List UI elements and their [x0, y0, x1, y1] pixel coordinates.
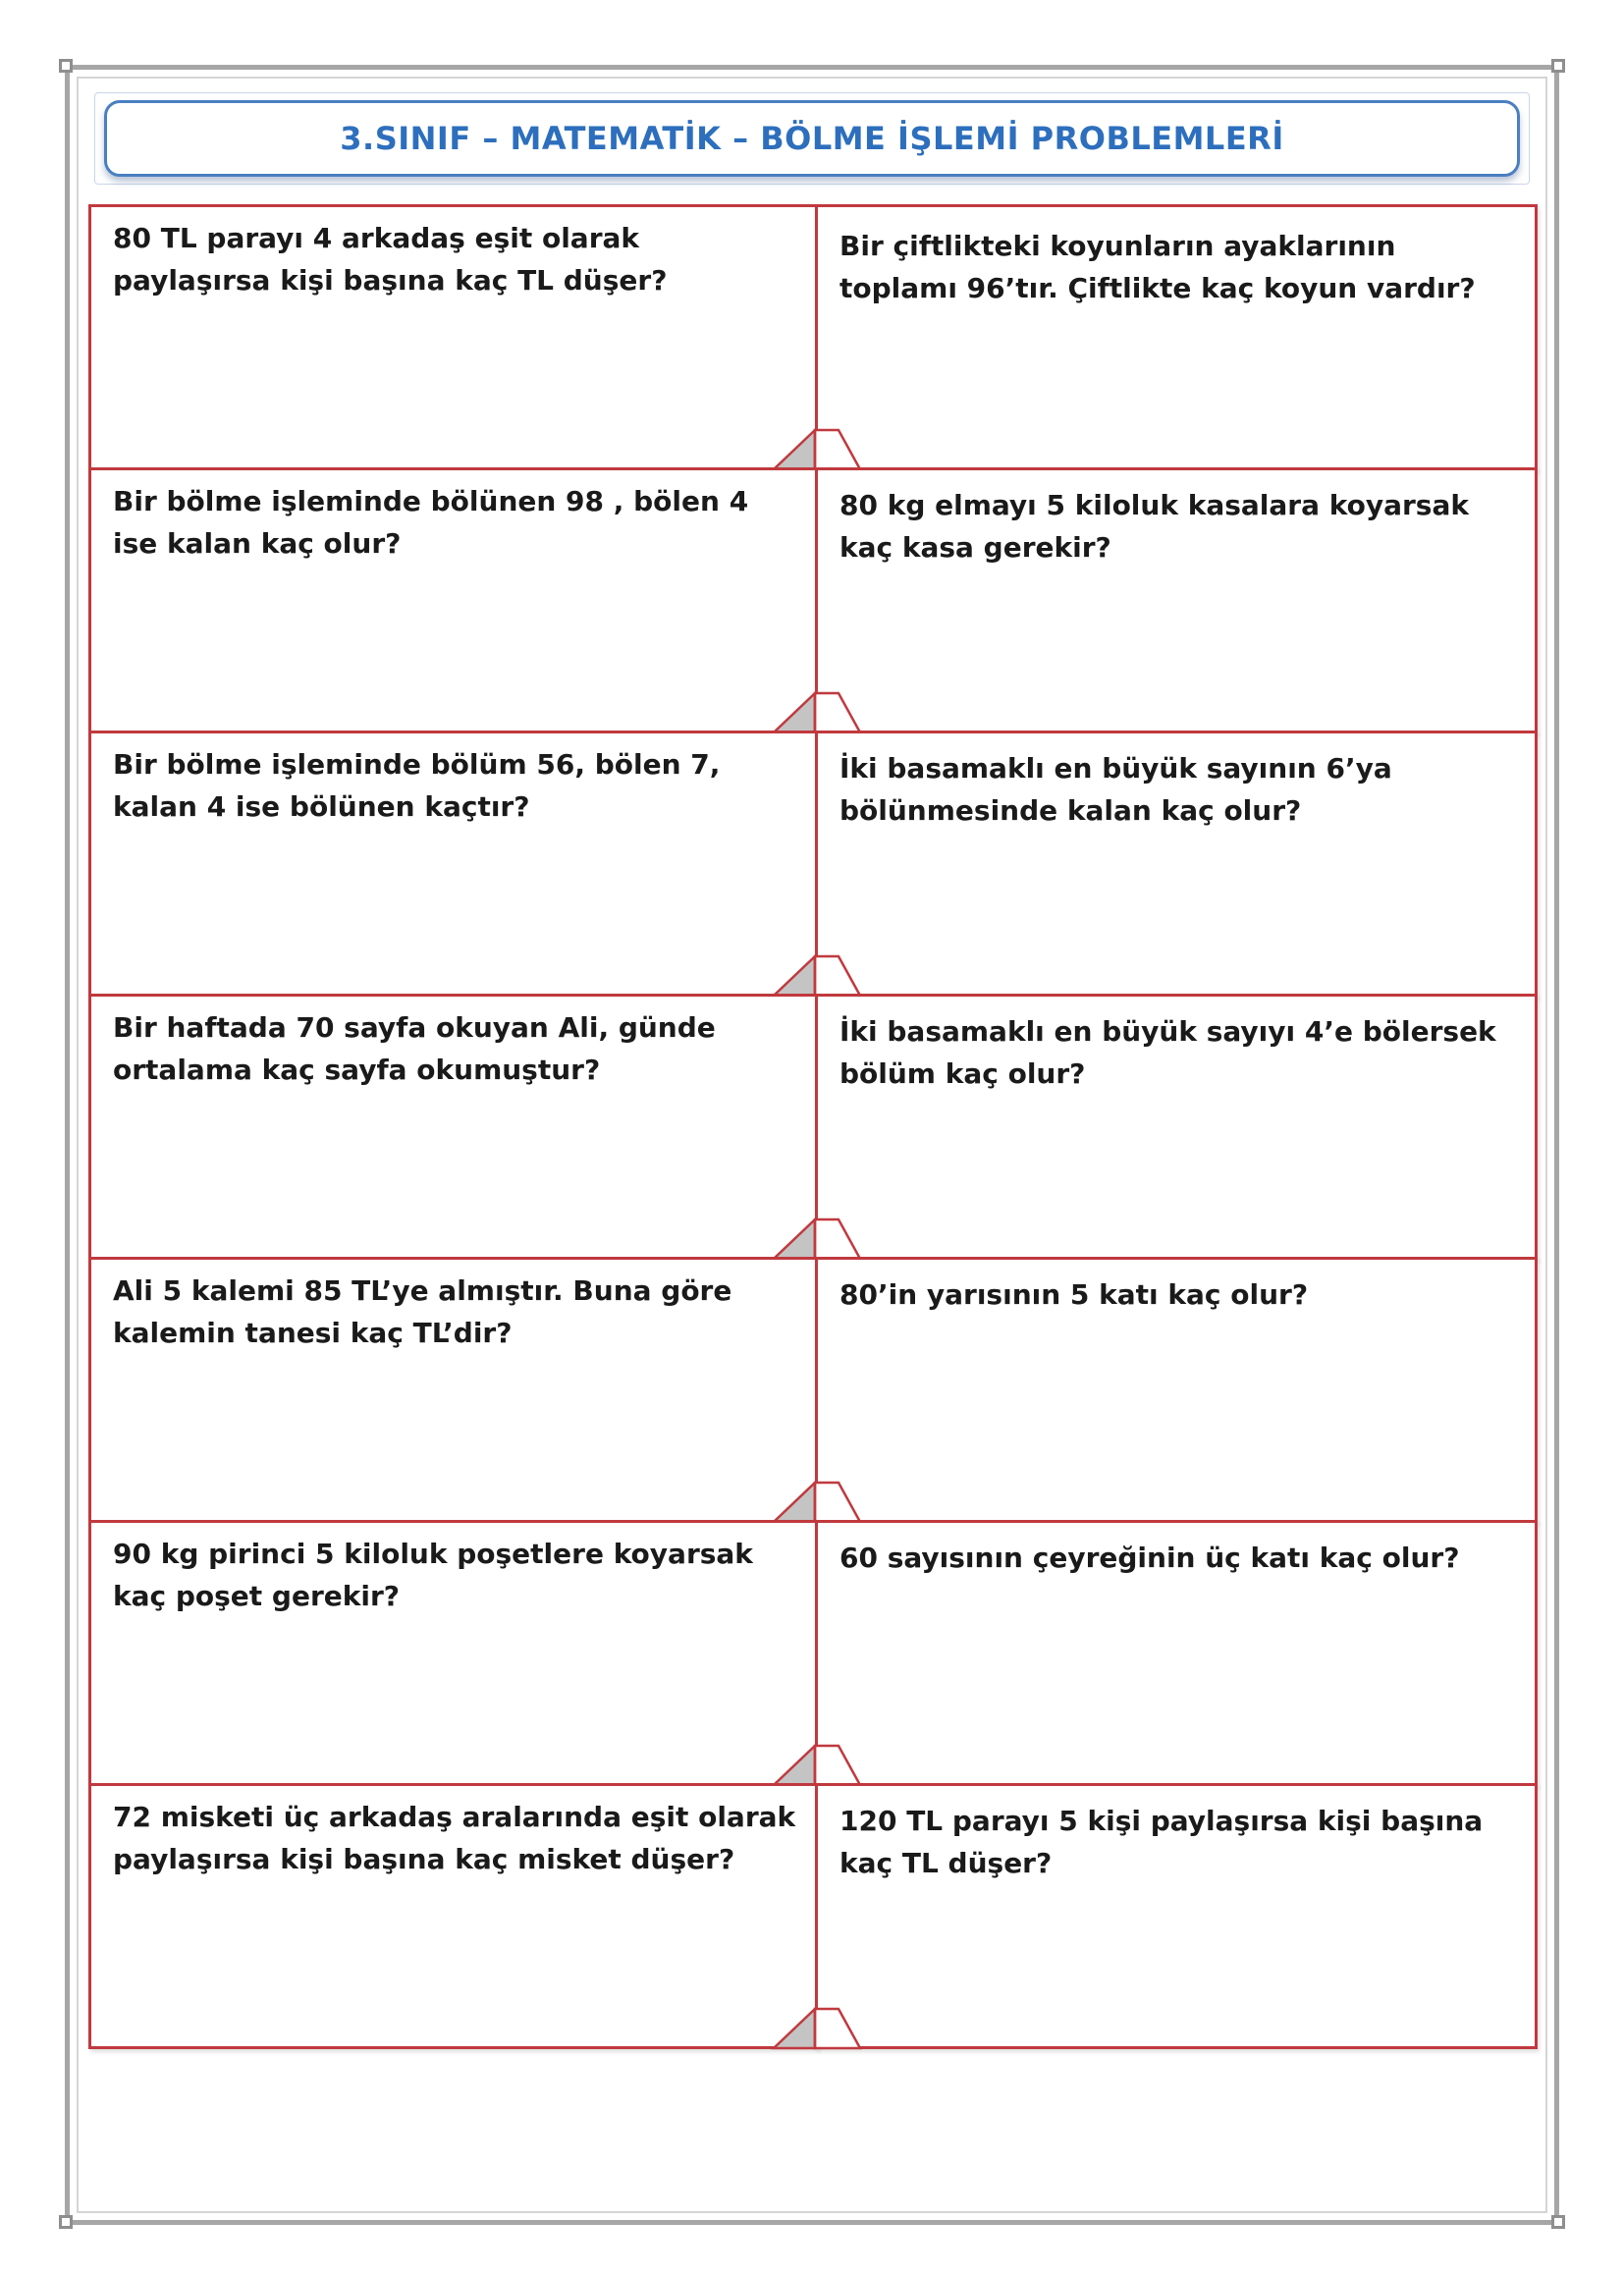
problem-cell — [815, 467, 1538, 733]
problem-cell — [815, 731, 1538, 997]
problem-cell — [815, 204, 1538, 470]
connector-notch — [770, 426, 864, 471]
problem-text: Bir bölme işleminde bölüm 56, bölen 7, kalan 4 ise bölünen kaçtır? — [113, 748, 721, 823]
problem-text: 80 kg elmayı 5 kiloluk kasalara koyarsak kaç kasa gerekir? — [839, 489, 1469, 564]
problem-text: 72 misketi üç arkadaş aralarında eşit olarak paylaşırsa kişi başına kaç misket düşer? — [113, 1801, 796, 1875]
connector-notch — [770, 689, 864, 734]
title-banner — [104, 100, 1520, 177]
connector-notch — [770, 1479, 864, 1524]
problem-text: 120 TL parayı 5 kişi paylaşırsa kişi başına kaç TL düşer? — [839, 1805, 1484, 1879]
problem-cell — [815, 1520, 1538, 1786]
problem-cell — [88, 731, 818, 997]
problem-text: Ali 5 kalemi 85 TL’ye almıştır. Buna göre kalemin tanesi kaç TL’dir? — [113, 1274, 732, 1349]
problem-text: İki basamaklı en büyük sayıyı 4’e bölersek bölüm kaç olur? — [839, 1015, 1496, 1090]
problem-text: Bir çiftlikteki koyunların ayaklarının toplamı 96’tır. Çiftlikte kaç koyun vardır? — [839, 230, 1476, 304]
corner-ornament — [59, 59, 73, 73]
problem-cell — [88, 1783, 818, 2049]
problem-cell — [815, 1783, 1538, 2049]
problem-grid — [88, 204, 1538, 2042]
problem-cell — [88, 994, 818, 1260]
corner-ornament — [59, 2215, 73, 2229]
page-title: 3.SINIF – MATEMATİK – BÖLME İŞLEMİ PROBLEMLERİ — [340, 120, 1284, 157]
problem-cell — [88, 204, 818, 470]
problem-text: Bir bölme işleminde bölünen 98 , bölen 4 ise kalan kaç olur? — [113, 485, 749, 560]
problem-text: İki basamaklı en büyük sayının 6’ya bölünmesinde kalan kaç olur? — [839, 752, 1392, 827]
connector-notch — [770, 1742, 864, 1787]
connector-notch — [770, 952, 864, 998]
problem-cell — [815, 994, 1538, 1260]
problem-text: 80’in yarısının 5 katı kaç olur? — [839, 1278, 1309, 1311]
problem-text: 60 sayısının çeyreğinin üç katı kaç olur? — [839, 1542, 1460, 1574]
connector-notch — [770, 1216, 864, 1261]
problem-cell — [815, 1257, 1538, 1523]
problem-cell — [88, 467, 818, 733]
corner-ornament — [1551, 59, 1565, 73]
problem-text: Bir haftada 70 sayfa okuyan Ali, günde ortalama kaç sayfa okumuştur? — [113, 1011, 716, 1086]
problem-cell — [88, 1520, 818, 1786]
corner-ornament — [1551, 2215, 1565, 2229]
problem-text: 90 kg pirinci 5 kiloluk poşetlere koyarsak kaç poşet gerekir? — [113, 1538, 753, 1612]
problem-cell — [88, 1257, 818, 1523]
connector-notch — [770, 2005, 864, 2050]
problem-text: 80 TL parayı 4 arkadaş eşit olarak paylaşırsa kişi başına kaç TL düşer? — [113, 222, 668, 297]
